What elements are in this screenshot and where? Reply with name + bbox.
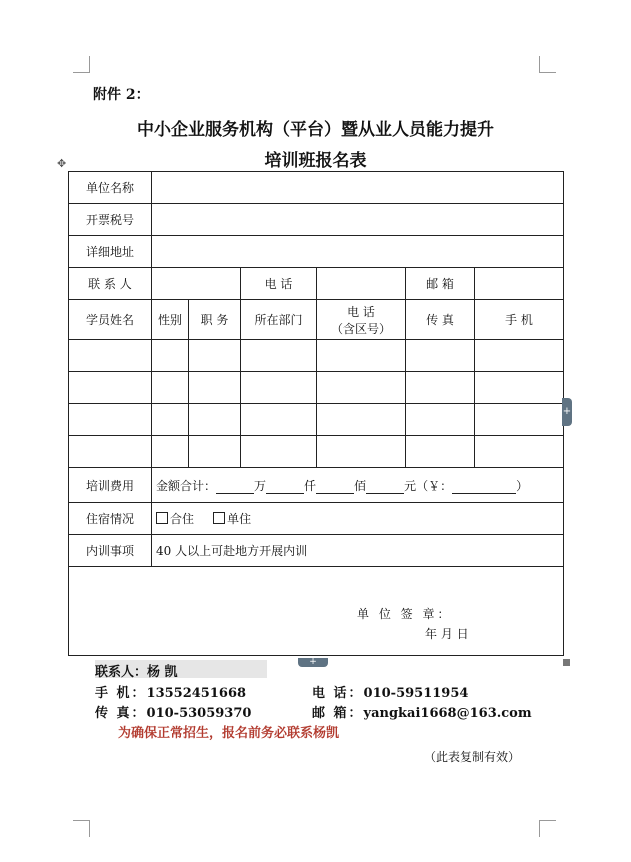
single-room-checkbox[interactable] — [213, 512, 225, 524]
address-label: 详细地址 — [69, 236, 152, 268]
fee-bai: 佰 — [354, 478, 367, 493]
table-resize-handle-icon[interactable] — [563, 659, 570, 666]
phone-label: 电 话 — [241, 268, 317, 300]
signature-cell[interactable] — [69, 567, 564, 656]
position-header: 职 务 — [189, 300, 241, 340]
copy-valid-note: （此表复制有效） — [424, 750, 521, 764]
mobile-value: 13552451668 — [146, 686, 247, 701]
contact-phone-label: 电 话： — [312, 686, 364, 701]
student-name-header: 学员姓名 — [69, 300, 152, 340]
fax-header: 传 真 — [406, 300, 475, 340]
student-row — [69, 436, 564, 468]
cell[interactable] — [475, 340, 564, 372]
shared-room-label: 合住 — [170, 512, 195, 526]
email-label: 邮 箱 — [406, 268, 475, 300]
cell[interactable] — [475, 404, 564, 436]
fee-qian: 仟 — [304, 478, 317, 493]
unit-name-cell[interactable] — [152, 172, 564, 204]
cell[interactable] — [189, 404, 241, 436]
cell[interactable] — [241, 404, 317, 436]
contact-person-name: 杨 凯 — [147, 665, 178, 680]
contact-label: 联 系 人 — [69, 268, 152, 300]
single-room-label: 单住 — [227, 512, 252, 526]
document-title: 中小企业服务机构（平台）暨从业人员能力提升 — [137, 120, 494, 140]
contact-mobile — [95, 682, 246, 701]
row-unit-name — [69, 172, 564, 204]
phone-area-header-line2: （含区号） — [330, 321, 391, 336]
cell[interactable] — [69, 372, 152, 404]
cell[interactable] — [189, 340, 241, 372]
row-tax-no — [69, 204, 564, 236]
department-header: 所在部门 — [241, 300, 317, 340]
fee-cell[interactable] — [152, 468, 564, 503]
row-fee — [69, 468, 564, 503]
table-move-handle-icon[interactable]: ✥ — [57, 157, 67, 170]
add-column-icon[interactable]: + — [562, 398, 572, 426]
contact-fax-label: 传 真： — [95, 706, 147, 721]
cell[interactable] — [317, 404, 406, 436]
signup-notice: 为确保正常招生，报名前务必联系杨凯 — [118, 726, 340, 741]
unit-name-label: 单位名称 — [69, 172, 152, 204]
phone-area-header-line1: 电 话 — [347, 304, 375, 319]
contact-person — [95, 661, 178, 680]
attachment-label: 附件 2： — [93, 87, 150, 103]
fee-blank-total[interactable] — [452, 481, 516, 494]
fee-yuan: 元（￥： — [404, 478, 453, 493]
registration-table — [68, 171, 564, 656]
cell[interactable] — [241, 372, 317, 404]
cell[interactable] — [406, 340, 475, 372]
cell[interactable] — [406, 372, 475, 404]
row-student-header — [69, 300, 564, 340]
contact-phone — [312, 682, 468, 701]
cell[interactable] — [317, 436, 406, 468]
cell[interactable] — [475, 372, 564, 404]
seal-label: 单 位 签 章： — [357, 607, 453, 621]
crop-mark-bottom-left — [73, 820, 90, 837]
lodging-cell — [152, 503, 564, 535]
phone-area-header — [317, 300, 406, 340]
contact-email-value: yangkai1668@163.com — [363, 706, 532, 721]
mobile-header: 手 机 — [475, 300, 564, 340]
fee-prefix: 金额合计： — [156, 478, 217, 493]
row-address — [69, 236, 564, 268]
date-label: 年 月 日 — [425, 627, 469, 641]
contact-email-label: 邮 箱： — [312, 706, 364, 721]
fee-close: ） — [516, 478, 529, 493]
inhouse-label: 内训事项 — [69, 535, 152, 567]
contact-fax-value: 010-53059370 — [146, 706, 252, 721]
cell[interactable] — [152, 340, 189, 372]
phone-cell[interactable] — [317, 268, 406, 300]
cell[interactable] — [69, 404, 152, 436]
contact-phone-value: 010-59511954 — [363, 686, 469, 701]
tax-no-cell[interactable] — [152, 204, 564, 236]
contact-email — [312, 702, 532, 721]
fee-blank-yuan[interactable] — [366, 481, 404, 494]
cell[interactable] — [317, 372, 406, 404]
row-contact — [69, 268, 564, 300]
cell[interactable] — [152, 436, 189, 468]
add-row-icon[interactable]: + — [298, 658, 328, 667]
address-cell[interactable] — [152, 236, 564, 268]
cell[interactable] — [189, 372, 241, 404]
fee-wan: 万 — [254, 478, 267, 493]
cell[interactable] — [406, 436, 475, 468]
cell[interactable] — [152, 372, 189, 404]
cell[interactable] — [69, 340, 152, 372]
crop-mark-bottom-right — [539, 820, 556, 837]
contact-fax — [95, 702, 251, 721]
cell[interactable] — [189, 436, 241, 468]
document-subtitle: 培训班报名表 — [264, 151, 367, 171]
cell[interactable] — [152, 404, 189, 436]
fee-blank-wan[interactable] — [216, 481, 254, 494]
fee-blank-qian[interactable] — [266, 481, 304, 494]
row-inhouse — [69, 535, 564, 567]
student-row — [69, 372, 564, 404]
tax-no-label: 开票税号 — [69, 204, 152, 236]
contact-cell[interactable] — [152, 268, 241, 300]
fee-blank-bai[interactable] — [316, 481, 354, 494]
cell[interactable] — [475, 436, 564, 468]
cell[interactable] — [69, 436, 152, 468]
crop-mark-top-right — [539, 56, 556, 73]
email-cell[interactable] — [475, 268, 564, 300]
crop-mark-top-left — [73, 56, 90, 73]
row-lodging — [69, 503, 564, 535]
row-signature — [69, 567, 564, 656]
student-row — [69, 404, 564, 436]
gender-header: 性别 — [152, 300, 189, 340]
contact-person-label: 联系人： — [95, 665, 148, 680]
lodging-label: 住宿情况 — [69, 503, 152, 535]
inhouse-text: 40 人以上可赴地方开展内训 — [152, 535, 564, 567]
cell[interactable] — [241, 340, 317, 372]
cell[interactable] — [406, 404, 475, 436]
shared-room-checkbox[interactable] — [156, 512, 168, 524]
cell[interactable] — [317, 340, 406, 372]
student-row — [69, 340, 564, 372]
mobile-label: 手 机： — [95, 686, 147, 701]
fee-label: 培训费用 — [69, 468, 152, 503]
cell[interactable] — [241, 436, 317, 468]
